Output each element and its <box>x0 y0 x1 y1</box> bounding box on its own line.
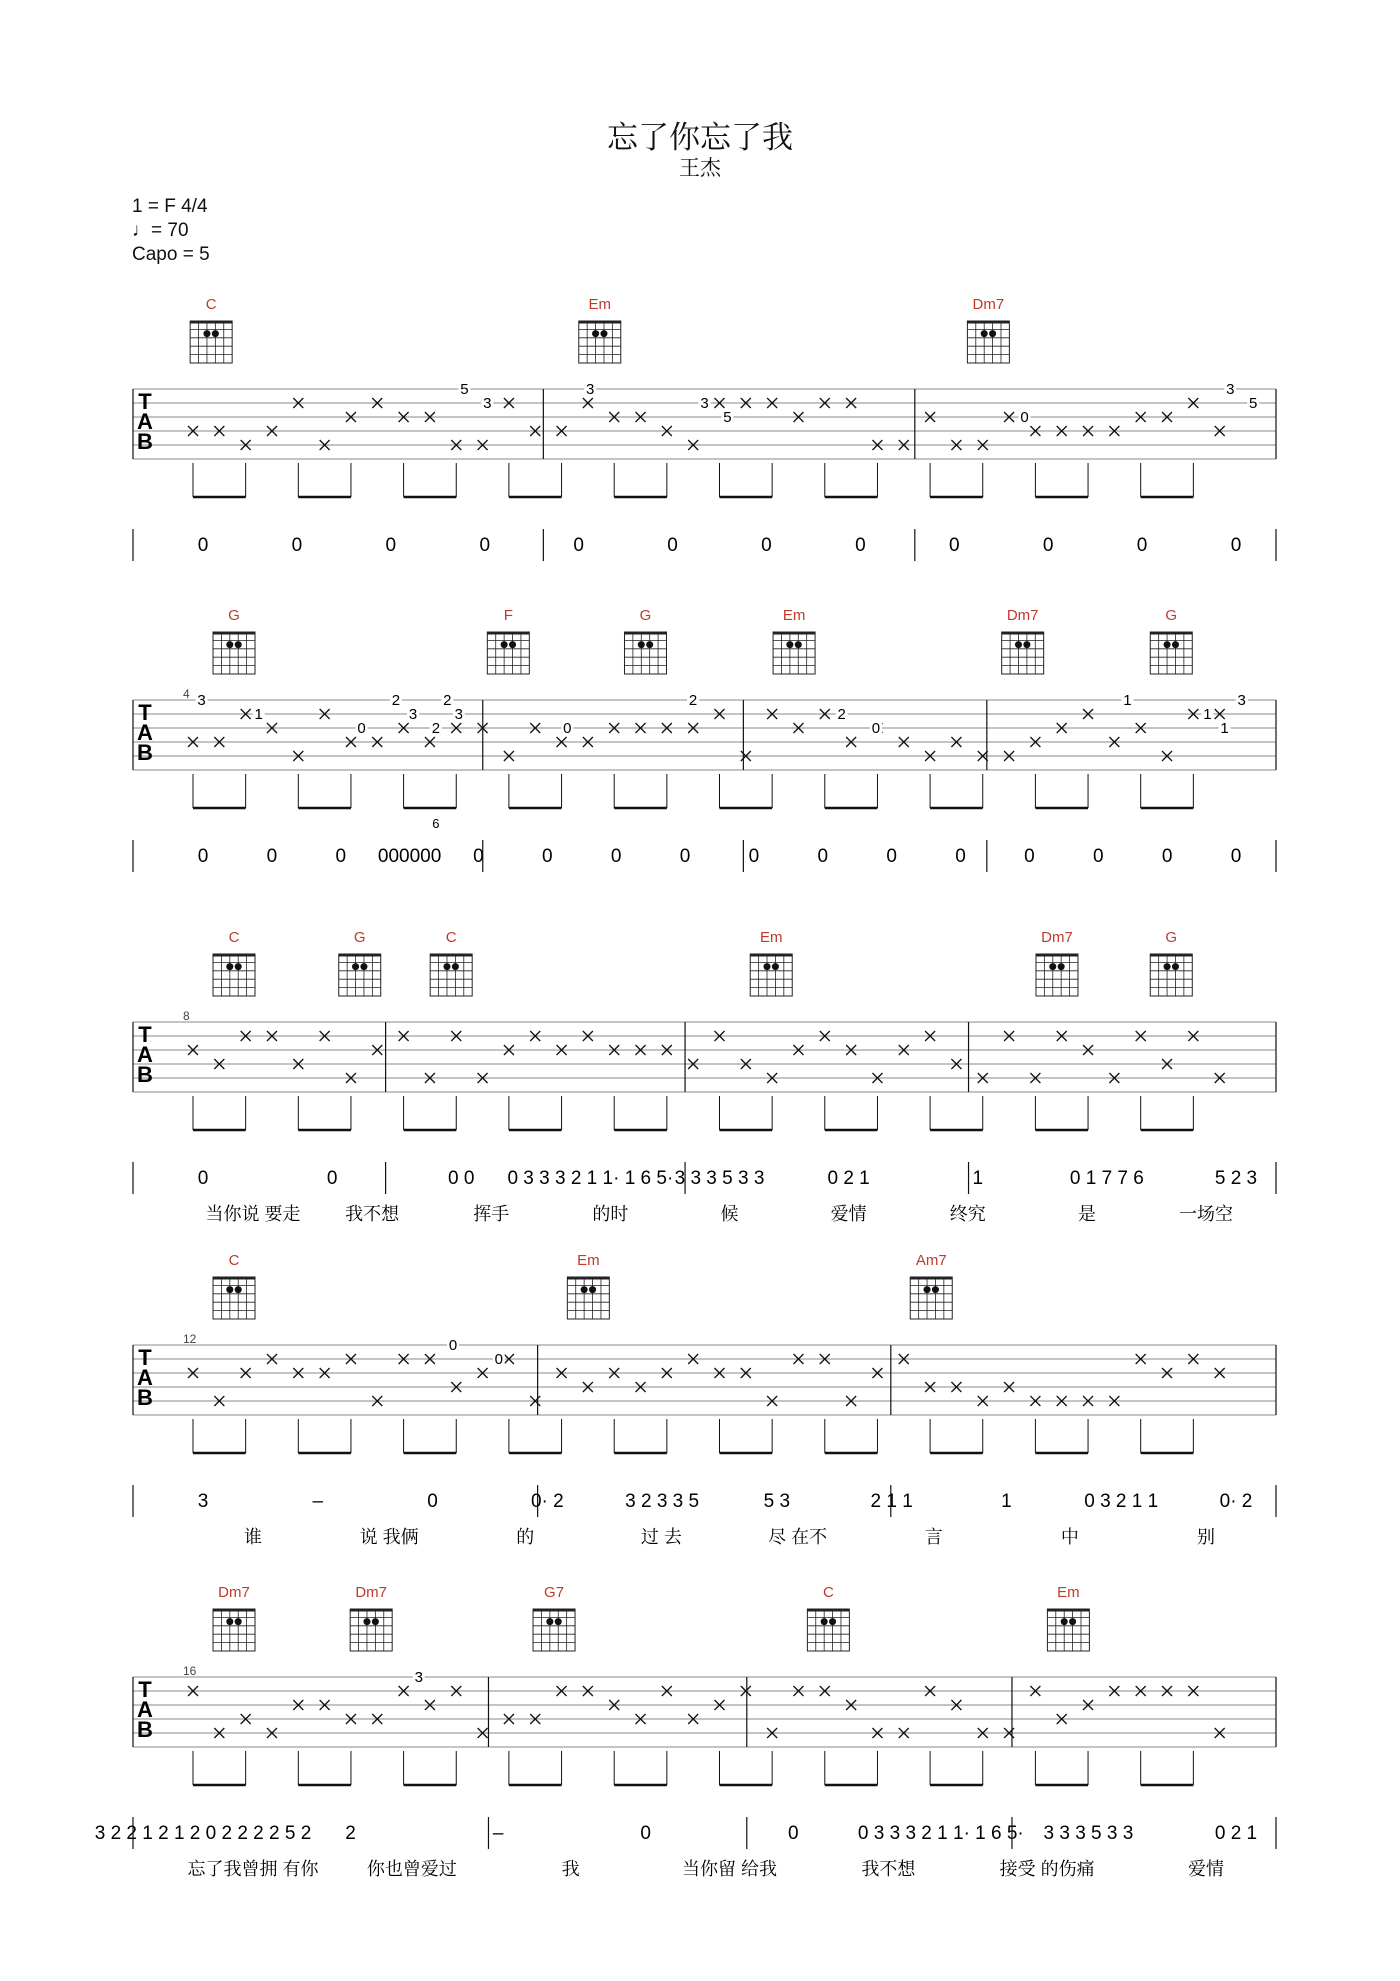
chord-diagram-dot <box>360 963 367 970</box>
jianpu-note: 0 1 7 7 6 <box>1069 1168 1144 1189</box>
chord-diagram-dot <box>600 330 607 337</box>
chord-diagram-dot <box>772 963 779 970</box>
lyric-text: 爱情 <box>830 1204 867 1224</box>
chord-diagram-frame <box>750 954 792 996</box>
chord-diagram-dot <box>981 330 988 337</box>
fret-number: 0 <box>448 1337 458 1354</box>
tab-clef-letter: A <box>137 409 153 434</box>
jianpu-note: 0 <box>1161 846 1173 867</box>
chord-diagram-frame <box>213 1277 255 1319</box>
chord-diagram-dot <box>203 330 210 337</box>
fret-number: 3 <box>1237 692 1246 709</box>
jianpu-note: 0 <box>473 846 484 867</box>
jianpu-note: 0 <box>197 1168 209 1189</box>
lyric-text: 我不想 <box>861 1859 916 1879</box>
chord-diagram-frame <box>487 632 529 674</box>
chord-diagram-frame <box>624 632 666 674</box>
chord-diagram-dot <box>235 1618 242 1625</box>
jianpu-note: 3 <box>197 1491 209 1512</box>
lyric-text: 谁 <box>244 1527 262 1547</box>
chord-diagram-dot <box>235 641 242 648</box>
chord-name: G7 <box>544 1584 565 1601</box>
chord-diagram-dot <box>226 963 233 970</box>
fret-number: 2 <box>431 720 441 737</box>
song-title: 忘了你忘了我 <box>607 120 793 156</box>
chord-diagram-dot <box>1049 963 1056 970</box>
chord-name: C <box>822 1584 834 1601</box>
measure-number: 12 <box>183 1332 197 1346</box>
fret-number: 0 <box>1020 409 1029 426</box>
jianpu-note: 0 <box>197 846 209 867</box>
jianpu-note: 0 <box>955 846 966 867</box>
chord-name: Am7 <box>915 1252 947 1269</box>
lyric-text: 当你说 要走 <box>205 1204 301 1224</box>
lyric-text: 中 <box>1060 1527 1079 1547</box>
jianpu-note: 0 2 1 <box>827 1168 870 1189</box>
chord-diagram-dot <box>1061 1618 1068 1625</box>
jianpu-note: 2 1 1 <box>870 1491 913 1512</box>
jianpu-note: 2 <box>345 1823 356 1844</box>
chord-diagram-dot <box>1069 1618 1076 1625</box>
chord-name: C <box>228 1252 240 1269</box>
jianpu-note: 5 3 <box>763 1491 791 1512</box>
tab-clef-letter: T <box>138 700 152 725</box>
jianpu-note: 0 <box>335 846 347 867</box>
lyric-text: 你也曾爱过 <box>366 1859 457 1879</box>
chord-diagram-frame <box>213 632 255 674</box>
chord-name: C <box>445 929 457 946</box>
chord-diagram-frame <box>579 321 621 363</box>
jianpu-note: 000000 <box>377 846 442 867</box>
fret-number: 2 <box>688 692 698 709</box>
lyric-text: 说 我俩 <box>359 1527 419 1547</box>
fret-number: 0 <box>494 1351 503 1368</box>
chord-name: Dm7 <box>355 1584 388 1601</box>
lyric-text: 当你留 给我 <box>681 1859 778 1879</box>
jianpu-note: 0 2 1 <box>1214 1823 1258 1844</box>
jianpu-note: 3 3 3 5 3 3 <box>674 1168 765 1189</box>
jianpu-note: 0 0 <box>448 1168 475 1189</box>
fret-number: 3 <box>700 395 709 412</box>
lyric-text: 言 <box>924 1527 943 1547</box>
tab-clef-letter: B <box>137 740 153 765</box>
jianpu-note: 0 <box>1136 535 1148 556</box>
chord-name: Em <box>782 607 806 624</box>
tab-clef-letter: B <box>137 429 153 454</box>
fret-number: 3 <box>408 706 418 723</box>
jianpu-note: 0 <box>667 535 678 556</box>
key-signature: 1 = F 4/4 <box>132 196 208 217</box>
chord-name: Em <box>759 929 783 946</box>
chord-diagram-dot <box>555 1618 562 1625</box>
lyric-text: 接受 的伤痛 <box>999 1859 1095 1879</box>
jianpu-note: 0 <box>385 535 397 556</box>
chord-diagram-dot <box>546 1618 553 1625</box>
jianpu-note: 0 <box>1092 846 1104 867</box>
jianpu-note: 5 2 3 <box>1214 1168 1258 1189</box>
chord-diagram-dot <box>1015 641 1022 648</box>
fret-number: 3 <box>483 395 492 412</box>
chord-diagram-frame <box>1002 632 1044 674</box>
fret-number: 0 <box>871 720 881 737</box>
jianpu-note: 0· 2 <box>1219 1491 1253 1512</box>
jianpu-note: 0 <box>855 535 866 556</box>
jianpu-note: 0 <box>1230 846 1242 867</box>
tab-clef-letter: B <box>137 1717 153 1742</box>
tab-clef-letter: T <box>138 1022 152 1047</box>
fret-number: 3 <box>1226 381 1235 398</box>
chord-diagram-frame <box>567 1277 609 1319</box>
tab-clef-letter: T <box>138 1677 152 1702</box>
chord-name: G <box>1165 929 1178 946</box>
jianpu-note: 0 <box>886 846 897 867</box>
chord-name: Dm7 <box>1006 607 1039 624</box>
tab-clef-letter: A <box>137 720 153 745</box>
chord-diagram-dot <box>1164 641 1171 648</box>
chord-diagram-dot <box>226 1618 233 1625</box>
lyric-text: 是 <box>1077 1204 1096 1224</box>
fret-number: 0 <box>563 720 572 737</box>
jianpu-note: 0 <box>1024 846 1035 867</box>
chord-diagram-dot <box>821 1618 828 1625</box>
artist-name: 王杰 <box>679 156 721 180</box>
chord-diagram-dot <box>764 963 771 970</box>
measure-number: 8 <box>183 1009 190 1023</box>
capo-marking: Capo = 5 <box>132 244 210 265</box>
fret-number: 5 <box>1248 395 1258 412</box>
chord-diagram-dot <box>795 641 802 648</box>
chord-diagram-dot <box>226 641 233 648</box>
chord-diagram-dot <box>786 641 793 648</box>
chord-diagram-frame <box>910 1277 952 1319</box>
fret-number: 2 <box>391 692 401 709</box>
chord-diagram-frame <box>967 321 1009 363</box>
jianpu-note: 0 <box>640 1823 652 1844</box>
jianpu-note: – <box>312 1491 324 1512</box>
chord-diagram-dot <box>352 963 359 970</box>
chord-name: G <box>353 929 366 946</box>
chord-diagram-frame <box>350 1609 392 1651</box>
lyric-text: 忘了我曾拥 有你 <box>187 1859 319 1879</box>
chord-diagram-frame <box>1047 1609 1089 1651</box>
fret-number: 1 <box>254 706 263 723</box>
chord-diagram-frame <box>1150 632 1192 674</box>
chord-diagram-dot <box>1172 963 1179 970</box>
chord-name: Dm7 <box>972 296 1005 313</box>
fret-number: 1 <box>1123 692 1132 709</box>
lyric-text: 一场空 <box>1179 1204 1233 1224</box>
chord-diagram-dot <box>363 1618 370 1625</box>
chord-name: G <box>228 607 240 624</box>
chord-diagram-frame <box>1036 954 1078 996</box>
tab-clef-letter: T <box>138 389 152 414</box>
chord-name: Em <box>1057 1584 1080 1601</box>
chord-diagram-dot <box>829 1618 836 1625</box>
jianpu-note: 0 3 3 3 2 1 1· 1 6 5· <box>507 1168 674 1189</box>
lyric-text: 我 <box>561 1859 580 1879</box>
jianpu-note: 1 <box>1001 1491 1012 1512</box>
fret-number: 3 <box>197 692 206 709</box>
tab-clef-letter: A <box>137 1697 153 1722</box>
lyric-text: 别 <box>1197 1527 1215 1547</box>
lyric-text: 过 去 <box>640 1527 682 1547</box>
jianpu-note: 0 <box>291 535 303 556</box>
tempo-marking: ♩= 70 <box>132 220 189 241</box>
jianpu-note: 0 <box>1230 535 1242 556</box>
jianpu-note: 0 <box>817 846 829 867</box>
jianpu-note: 3 2 3 3 5 <box>625 1491 700 1512</box>
jianpu-note: 0 <box>479 535 491 556</box>
chord-name: C <box>228 929 240 946</box>
chord-diagram-dot <box>589 1286 596 1293</box>
chord-diagram-dot <box>638 641 645 648</box>
jianpu-note: 0 <box>1042 535 1054 556</box>
jianpu-note: 0 <box>761 535 772 556</box>
measure-number: 4 <box>183 687 190 701</box>
chord-name: Dm7 <box>218 1584 250 1601</box>
chord-diagram-frame <box>190 321 232 363</box>
jianpu-note: 0 <box>573 535 584 556</box>
jianpu-note: 0 <box>948 535 960 556</box>
jianpu-note: 0 <box>679 846 691 867</box>
chord-diagram-dot <box>235 1286 242 1293</box>
chord-diagram-dot <box>212 330 219 337</box>
lyric-text: 的 <box>516 1527 535 1547</box>
tab-clef-letter: A <box>137 1365 153 1390</box>
chord-diagram-dot <box>1172 641 1179 648</box>
chord-diagram-frame <box>533 1609 575 1651</box>
fret-number: 3 <box>414 1669 423 1686</box>
chord-diagram-dot <box>1164 963 1171 970</box>
jianpu-note: 3 2 2 1 2 1 2 0 2 2 2 2 5 2 <box>94 1823 312 1844</box>
measure-number: 16 <box>183 1664 197 1678</box>
chord-diagram-frame <box>213 954 255 996</box>
chord-diagram-dot <box>226 1286 233 1293</box>
chord-diagram-dot <box>372 1618 379 1625</box>
fret-number: 5 <box>723 409 732 426</box>
jianpu-note: 0 3 2 1 1 <box>1084 1491 1159 1512</box>
fret-number: 5 <box>460 381 469 398</box>
chord-diagram-dot <box>592 330 599 337</box>
tuplet-label: 6 <box>432 816 440 831</box>
chord-diagram-dot <box>989 330 996 337</box>
fret-number: 2 <box>837 706 846 723</box>
tab-clef-letter: B <box>137 1062 153 1087</box>
chord-name: C <box>205 296 217 313</box>
chord-diagram-dot <box>1023 641 1030 648</box>
lyric-text: 我不想 <box>345 1204 400 1224</box>
chord-diagram-frame <box>1150 954 1192 996</box>
tab-clef-letter: T <box>138 1345 152 1370</box>
chord-name: Em <box>577 1252 600 1269</box>
tab-clef-letter: A <box>137 1042 153 1067</box>
chord-diagram-dot <box>581 1286 588 1293</box>
lyric-text: 尽 在不 <box>768 1527 828 1547</box>
chord-diagram-frame <box>339 954 381 996</box>
chord-diagram-dot <box>1058 963 1065 970</box>
chord-diagram-dot <box>924 1286 931 1293</box>
jianpu-note: 0 <box>326 1168 338 1189</box>
chord-name: Dm7 <box>1041 929 1073 946</box>
chord-diagram-dot <box>443 963 450 970</box>
jianpu-note: 0 <box>610 846 622 867</box>
fret-number: 3 <box>586 381 595 398</box>
jianpu-note: 3 3 3 5 3 3 <box>1043 1823 1134 1844</box>
jianpu-note: 1 <box>972 1168 984 1189</box>
chord-diagram-dot <box>932 1286 939 1293</box>
jianpu-note: 0 <box>266 846 278 867</box>
tab-clef-letter: B <box>137 1385 153 1410</box>
chord-diagram-frame <box>773 632 815 674</box>
chord-name: G <box>1165 607 1178 624</box>
lyric-text: 终究 <box>949 1204 986 1224</box>
fret-number: 3 <box>454 706 463 723</box>
jianpu-note: 0 <box>427 1491 438 1512</box>
chord-name: G <box>639 607 652 624</box>
jianpu-note: 0 <box>542 846 553 867</box>
jianpu-note: 0· 2 <box>530 1491 564 1512</box>
chord-diagram-dot <box>501 641 508 648</box>
chord-name: F <box>503 607 513 624</box>
chord-diagram-dot <box>646 641 653 648</box>
jianpu-note: 0 <box>197 535 209 556</box>
jianpu-note: 0 3 3 3 2 1 1· 1 6 5· <box>857 1823 1024 1844</box>
fret-number: 1 <box>1220 720 1229 737</box>
chord-diagram-dot <box>509 641 516 648</box>
chord-name: Em <box>588 296 612 313</box>
chord-diagram-dot <box>452 963 459 970</box>
chord-diagram-frame <box>430 954 472 996</box>
fret-number: 2 <box>443 692 452 709</box>
chord-diagram-dot <box>235 963 242 970</box>
jianpu-note: – <box>492 1823 504 1844</box>
jianpu-note: 0 <box>748 846 760 867</box>
lyric-text: 爱情 <box>1188 1859 1224 1879</box>
fret-number: 1 <box>1203 706 1212 723</box>
lyric-text: 候 <box>720 1204 739 1224</box>
chord-diagram-frame <box>213 1609 255 1651</box>
lyric-text: 挥手 <box>473 1204 510 1224</box>
lyric-text: 的时 <box>592 1204 629 1224</box>
chord-diagram-frame <box>807 1609 849 1651</box>
jianpu-note: 0 <box>787 1823 799 1844</box>
fret-number: 0 <box>357 720 366 737</box>
